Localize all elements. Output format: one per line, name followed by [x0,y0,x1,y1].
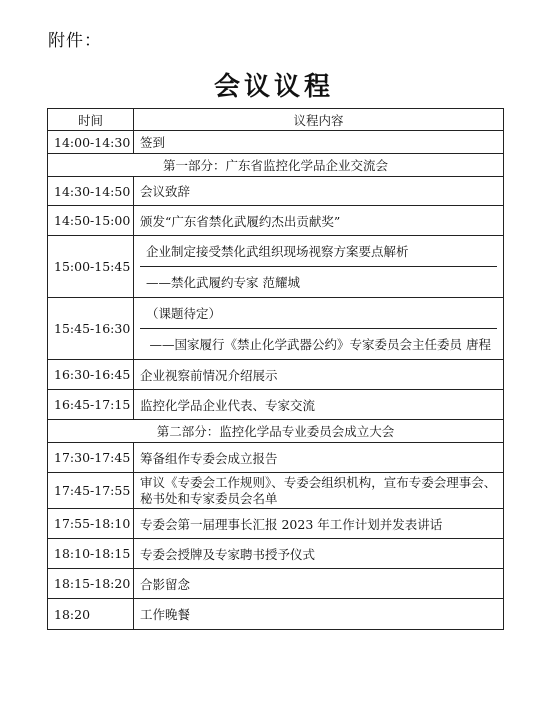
table-row [48,236,504,298]
row-time: 17:55-18:10 [48,509,134,539]
row-content [134,298,504,360]
row-content: 筹备组作专委会成立报告 [134,443,504,473]
row-content: 专委会第一届理事长汇报 2023 年工作计划并发表讲话 [134,509,504,539]
row-time: 17:30-17:45 [48,443,134,473]
section-row [48,154,504,177]
row-time: 15:45-16:30 [48,298,134,360]
row-time: 16:30-16:45 [48,360,134,390]
table-row [48,298,504,360]
row-content: 签到 [134,131,504,154]
table-row [48,473,504,509]
row-time: 18:10-18:15 [48,539,134,569]
section-title: 第二部分：监控化学品专业委员会成立大会 [48,420,504,443]
table-row [48,539,504,569]
page-title: 会议议程 [213,72,334,102]
agenda-table [47,108,504,630]
row-content: 会议致辞 [134,177,504,206]
table-row [48,131,504,154]
row-content-speaker: ——国家履行《禁止化学武器公约》专家委员会主任委员 唐程 [149,337,491,352]
row-time: 16:45-17:15 [48,390,134,420]
row-content: 合影留念 [134,569,504,599]
row-content: 企业视察前情况介绍展示 [134,360,504,390]
row-content: 工作晚餐 [134,599,504,630]
row-time: 18:15-18:20 [48,569,134,599]
table-row [48,360,504,390]
header-time: 时间 [48,109,134,131]
row-content-line: （课题待定） [140,298,497,329]
row-content [134,236,504,298]
attachment-label: 附件： [48,31,102,51]
table-header-row [48,109,504,131]
row-content-speaker: ——禁化武履约专家 范耀城 [146,275,300,290]
row-content: 颁发“广东省禁化武履约杰出贡献奖” [134,206,504,236]
table-row [48,206,504,236]
table-row [48,177,504,206]
row-content: 专委会授牌及专家聘书授予仪式 [134,539,504,569]
table-row [48,599,504,630]
table-row [48,443,504,473]
table-row [48,509,504,539]
row-time: 14:50-15:00 [48,206,134,236]
row-time: 14:00-14:30 [48,131,134,154]
table-row [48,390,504,420]
section-title: 第一部分：广东省监控化学品企业交流会 [48,154,504,177]
row-time: 18:20 [48,599,134,630]
row-content: 监控化学品企业代表、专家交流 [134,390,504,420]
row-time: 15:00-15:45 [48,236,134,298]
row-content: 审议《专委会工作规则》、专委会组织机构，宣布专委会理事会、秘书处和专家委员会名单 [134,473,504,509]
row-time: 14:30-14:50 [48,177,134,206]
row-content-line: 企业制定接受禁化武组织现场视察方案要点解析 [140,236,497,267]
section-row [48,420,504,443]
header-content: 议程内容 [134,109,504,131]
row-time: 17:45-17:55 [48,473,134,509]
table-row [48,569,504,599]
